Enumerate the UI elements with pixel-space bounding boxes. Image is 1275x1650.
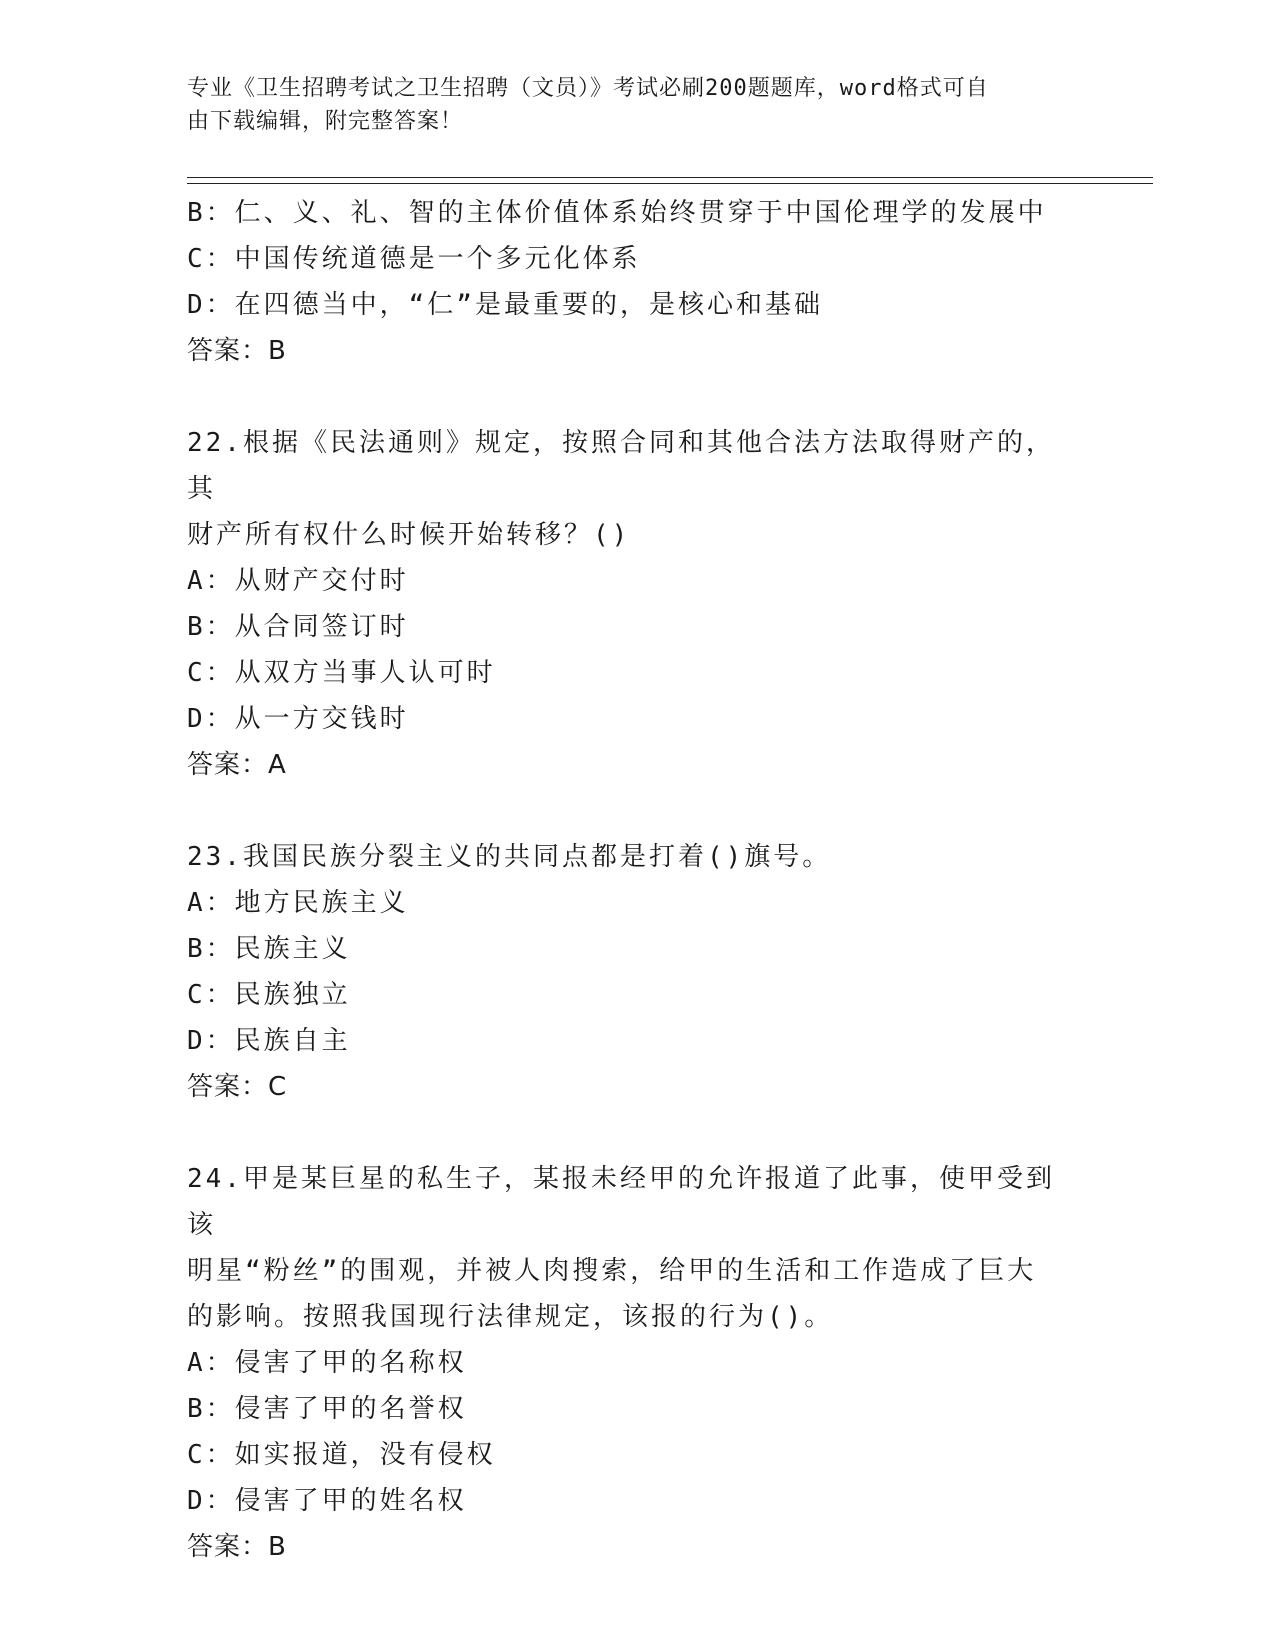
question-stem-line: 明星“粉丝”的围观，并被人肉搜索，给甲的生活和工作造成了巨大	[187, 1256, 1037, 1286]
answer-line: 答案：C	[187, 1072, 288, 1102]
question-block-22	[187, 420, 1087, 788]
option-d: D：在四德当中，“仁”是最重要的，是核心和基础	[187, 290, 823, 320]
document-header	[187, 72, 1067, 138]
question-stem-line: 23.我国民族分裂主义的共同点都是打着()旗号。	[187, 842, 832, 872]
option-b: B：从合同签订时	[187, 612, 409, 642]
answer-line: 答案：A	[187, 750, 287, 780]
question-list	[187, 190, 1087, 1570]
option-c: C：从双方当事人认可时	[187, 658, 496, 688]
answer-line: 答案：B	[187, 336, 287, 366]
question-stem-line: 22.根据《民法通则》规定，按照合同和其他合法方法取得财产的，其	[187, 428, 1055, 504]
header-line-1: 专业《卫生招聘考试之卫生招聘（文员）》考试必刷200题题库，word格式可自	[187, 76, 989, 101]
question-block-24	[187, 1156, 1087, 1570]
question-stem-line: 的影响。按照我国现行法律规定，该报的行为()。	[187, 1302, 834, 1332]
option-a: A：地方民族主义	[187, 888, 409, 918]
option-b: B：仁、义、礼、智的主体价值体系始终贯穿于中国伦理学的发展中	[187, 198, 1047, 228]
option-d: D：侵害了甲的姓名权	[187, 1486, 467, 1516]
spacer	[187, 374, 1087, 420]
option-a: A：从财产交付时	[187, 566, 409, 596]
option-c: C：中国传统道德是一个多元化体系	[187, 244, 641, 274]
header-line-2: 由下载编辑，附完整答案！	[187, 109, 464, 134]
question-stem-line: 24.甲是某巨星的私生子，某报未经甲的允许报道了此事，使甲受到该	[187, 1164, 1055, 1240]
question-block-continued	[187, 190, 1087, 374]
option-d: D：民族自主	[187, 1026, 351, 1056]
header-divider-top	[187, 177, 1153, 178]
spacer	[187, 1110, 1087, 1156]
option-a: A：侵害了甲的名称权	[187, 1348, 467, 1378]
question-block-23	[187, 834, 1087, 1110]
option-d: D：从一方交钱时	[187, 704, 409, 734]
option-c: C：民族独立	[187, 980, 351, 1010]
option-b: B：民族主义	[187, 934, 351, 964]
spacer	[187, 788, 1087, 834]
question-stem-line: 财产所有权什么时候开始转移？()	[187, 520, 631, 550]
answer-line: 答案：B	[187, 1532, 287, 1562]
option-b: B：侵害了甲的名誉权	[187, 1394, 467, 1424]
header-divider-bottom	[187, 183, 1153, 184]
option-c: C：如实报道，没有侵权	[187, 1440, 496, 1470]
